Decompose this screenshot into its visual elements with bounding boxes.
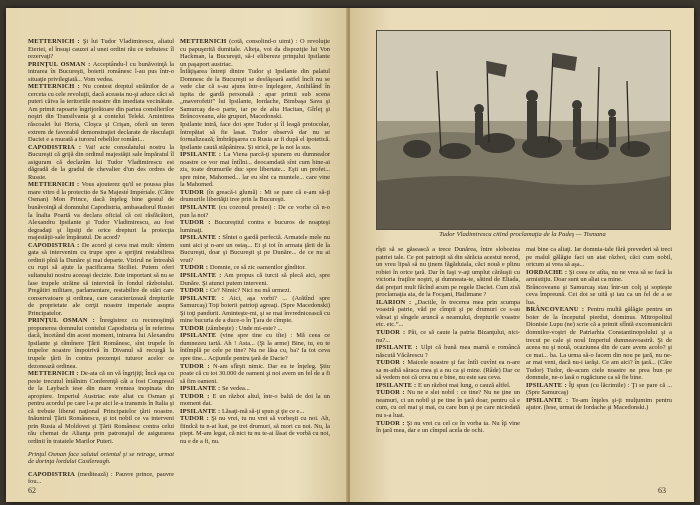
dialogue-text: (zâmbeşte) : Unde mi-este? ...	[205, 324, 283, 332]
speaker-name: TUDOR :	[180, 287, 209, 295]
speaker-name: IPSILANTE :	[180, 294, 225, 302]
dialogue-text: (în greacă-i glumă) : Mi se pare că e-am să-ţi drumurile libertăţii tree prin la Bucureşti.	[180, 188, 330, 204]
dialogue-paragraph	[526, 306, 672, 381]
speaker-name: TUDOR :	[376, 359, 405, 367]
dialogue-text: Vous ajouterez qu'il se poussa plus mare vitro d la protectio de Sa Majesté Impériale. (Către Osman) Mon Prince, dacă înţeleg bine gestul de bunăvoinţă al domnului Capodistria, ambasadorul Rusiei la înalta Poartă va declara oficial că cei răsfăcători, Alexandru Ipsilante şi Tudor Vladimirescu, au fost degradaţi şi lipsiţi de orice drepturi la protecţia majestăţii-sale împăratul. De acord?	[28, 181, 174, 242]
illustration-caption: Tudor Vladimirescu citind proclamaţia de la Padeş — Tismana	[439, 231, 606, 238]
dialogue-paragraph	[180, 38, 330, 68]
dialogue-paragraph	[28, 83, 174, 143]
dialogue-text: Ulpi că bună mea mamă e româncă născută Văcărescu ?	[376, 344, 520, 359]
speaker-name: TUDOR :	[180, 264, 209, 272]
dialogue-text: Lăsaţi-mă să-ţi spun şi ţie ce e...	[222, 407, 305, 415]
dialogue-text: Ipsilante intră, face doi spre Tudor şi îl leagă protocolar, întrepătat să fie lasat. Tudor observă dar nu se formalizează; îmbrăţişarea cu Rusia ar fi după el ipotetică. Ipsilante caută stăpânirea. Şi strică, pe la noi la sus.	[180, 121, 330, 151]
dialogue-text: Brâncoveanu şi Samurcaş stau într-un colţ şi sopteşte ceva împreună. Cei doi se uită şi iau ca un fel de a se lua.	[526, 283, 672, 306]
speaker-name: IPSILANTE	[180, 332, 217, 340]
dialogue-paragraph	[180, 151, 330, 189]
speaker-name: IPSILANTE :	[376, 344, 418, 352]
dialogue-text: E un război altul, într-o baltă de doi la un moment dat.	[180, 392, 330, 408]
dialogue-text: Ce? Nimic? Nici nu mă urmezi.	[209, 287, 292, 295]
dialogue-text: mai bine ca aliaţi. Iar domnia-tale fără prevederi să treci pe malul gălăgie faci un atat război, căci cum nobil, oricum ai vrea să aşa...	[526, 246, 672, 269]
dialogue-text: Înregistrez cu recunoştinţă propunerea domnului contelui Capodistria şi în referirea dacă, încetând din acest moment, intrarea lui Alexandru Ipsilante şi rămînere Ţării Românesc, sînt trupele în trupelor noastre împotrivă în Divanul să recurgă la trupele ţării în contra prezenţei tuturor acelor ce dezonează ordinea.	[28, 317, 174, 370]
dialogue-paragraph	[180, 68, 330, 121]
speaker-name: TUDOR	[180, 188, 205, 196]
dialogue-text: (cu cozonul presiei) : De ce vorbe că n-o pun la noi?	[180, 204, 330, 219]
speaker-name: IPSILANTE :	[526, 381, 567, 389]
dialogue-paragraph	[28, 38, 174, 61]
dialogue-text: (meditează) : Pauvre prince, pauvre fou...	[28, 470, 174, 486]
right-page	[350, 8, 694, 502]
speaker-name: CAPODISTRIA	[28, 470, 75, 478]
speaker-name: METTERNICH :	[28, 83, 80, 91]
stage-direction: Prinţul Osman face salutul oriental şi se retrage, urmat de dorinţa lordului Castlereagh.	[28, 450, 174, 466]
dialogue-paragraph	[180, 189, 330, 204]
speaker-name: IPSILANTE :	[180, 234, 221, 242]
speaker-name: TUDOR	[180, 324, 205, 332]
dialogue-paragraph	[28, 242, 174, 317]
dialogue-text: La Viena parcă-ţi spunem eu dumnealor noastre ce vor mai întîlni... deocamdată sînt cum bine-ai zis, toate drumurile duc spre libertate... Eşti un profet... spre mine, Mahomed... lar eu sînt ca muntele... care vine la Mahomed.	[180, 151, 330, 189]
speaker-name: TUDOR :	[376, 329, 406, 337]
dialogue-paragraph	[376, 246, 520, 299]
speaker-name: TUDOR :	[180, 219, 211, 227]
speaker-name: TUDOR :	[180, 362, 210, 370]
dialogue-text: Păi, ce să caute la patria Bizanţului, nici-nu?...	[376, 329, 520, 344]
dialogue-paragraph	[376, 344, 520, 359]
dialogue-paragraph	[180, 272, 330, 287]
speaker-name: TUDOR :	[376, 419, 405, 427]
dialogue-paragraph	[28, 144, 174, 182]
dialogue-text: N-am sfîrşit nimic. Dar eu te înţeleg. Ştiu poate că cu tot 30.000 de oameni şi noi avem un fel de a fi să fim oameni.	[180, 362, 330, 385]
dialogue-paragraph	[28, 317, 174, 370]
dialogue-text: Maicele noastre şi fac întîi cuvînt ea n-are sa m-aibă săraca mea şi a nu ca şi mine. (Râde) Dar ce să vedem noi că ceva nu e bine, nu este sau ceva.	[376, 359, 520, 382]
dialogue-text: Vai! acte consulatului nostru la Bucureşti că grijă din ordinul majestăţii sale împăratul îl asiguram că declarăm lui Tudor Vladimirescu est dăgradă de la gradul de chevalier d'un des ordres de Russie.	[28, 143, 175, 181]
speaker-name: PRINŢUL OSMAN :	[28, 60, 91, 68]
speaker-name: METTERNICH :	[28, 370, 79, 378]
dialogue-paragraph	[180, 393, 330, 408]
dialogue-text: De acord şi ceva mai mult: sîntem gata să intervenim cu trupe spre a sprijini restabilirea ordinii pînă la Dunăre şi mai departe. Vizirul ne întreabă cu rupi să ajute la pacificarea Siciliei. Putem oferi sultanului nostru aceeaşi decizie. Este important să nu se lase trupele străine să intervină în fondul războiului. Pregătiri militare, parlamentare, restabilire de stări care conservatoare şi ordinea, care caracterizează drepturile de proprietate ale cerţii noastre imperiale asupra Principatelor.	[28, 241, 174, 317]
dialogue-paragraph	[376, 382, 520, 390]
speaker-name: CAPODISTRIA :	[28, 241, 80, 249]
dialogue-text: E un război mai lung, o cauză altfel.	[418, 381, 511, 389]
dialogue-paragraph	[376, 359, 520, 382]
book-spread	[6, 8, 694, 502]
dialogue-paragraph	[28, 61, 174, 84]
dialogue-paragraph	[376, 389, 520, 419]
speaker-name: BRÂNCOVEANU :	[526, 306, 585, 314]
dialogue-text: Domnie, ce să zic oamenilor gînditor.	[209, 264, 306, 272]
dialogue-text: De-ata că un vă îngrijiţi; Încă aşa cu peste trecutul întâlnim Conferenţă cât a fost Congresul de la Laybach iese din mare vremea inopinata din apropiere. Imperiul Austriac este aliat cu Osman şi pentru acordul pe care l-a pe aici le-a transmis în Italia şi că trebuie liberat naţional Principatelor ţării noastre. Inăuntrul Ţării Românescu, şi tot nobil ce va interveni prin Rusia al Moldovei şi Ţării Românesc contra celui rău chemat de Alianţa prin patronajul de asigurarea ordinii în tratatele Marilor Puteri.	[28, 370, 174, 445]
dialogue-text: Şi lui Tudor Vladimirescu, aliatul Eteriei, el însuşi cauzei al unei ordini rău ce trebuiesc îl rezervaţi?	[28, 38, 174, 61]
dialogue-paragraph	[28, 471, 174, 486]
left-page	[6, 8, 348, 502]
dialogue-paragraph	[376, 420, 520, 435]
dialogue-text: Acceptându-l cu bunăvoinţă la intrarea în Bucureşti, boierii românesc l-au pus într-o situaţie privilegiată... Vom vedea.	[28, 60, 174, 83]
dialogue-paragraph	[180, 204, 330, 219]
dialogue-paragraph	[180, 295, 330, 325]
left-column-2	[180, 38, 330, 480]
dialogue-paragraph	[526, 284, 672, 307]
dialogue-text: Aici, aşa vorbi? ... (Arătînd spre Samurcaş) Toţi boierii patrioţi agreaţi. (Spre Macedonski) Şi toţi pandurii. Aminteşte-mi, şi se mai învrednicească cu mine bucuria de a duce-o în Ţara de cîmpie.	[180, 294, 330, 325]
dialogue-paragraph	[180, 325, 330, 333]
speaker-name: IPSILANTE :	[526, 396, 569, 404]
dialogue-paragraph	[180, 219, 330, 234]
dialogue-paragraph	[180, 287, 330, 295]
dialogue-text: Nu contest dreptul străinilor de a cerceta cu cele revoluţii, dacă aceasta nu-şi aduce căci să puteri căiva la teritoriile noastre din imediata vecinătate. Am primit rapoarte îngrijorătoare din partea consilierilor noştri din Transilvania şi a contelui Teleki. Amintirea răscoalei lui Horia, Cloşca şi Crişan, oferă un teren extrem de favorabil demonstraţiei declarate de răsculaţii Daciei e a murată a turorul rebelilor români...	[28, 83, 174, 144]
dialogue-text: Şi ceea ce atîta, nu ne vrea să se facă la armistiţiu. Doar sunt un aliat ca mine.	[526, 268, 672, 284]
speaker-name: IPSILANTE :	[180, 271, 222, 279]
speaker-name: IPSILANTE :	[180, 151, 222, 159]
dialogue-text: Am propus că turcii să plecă aici, spre Dunăre. Şi atunci putem interveni.	[180, 271, 330, 287]
speaker-name: IPSILANTE	[180, 204, 217, 212]
dialogue-paragraph	[376, 329, 520, 344]
speaker-name: METTERNICH :	[28, 38, 80, 45]
dialogue-paragraph	[180, 332, 330, 362]
dialogue-paragraph	[526, 382, 672, 397]
speaker-name: ILARION :	[376, 298, 412, 306]
page-number-left: 62	[28, 486, 36, 495]
dialogue-text: Te-am înţeles şi-ţi mulţumim pentru ajutor. (Iese, urmat de Iordache şi Macedonski.)	[526, 396, 673, 412]
dialogue-text: Se vedea...	[222, 385, 250, 393]
dialogue-paragraph	[376, 299, 520, 329]
right-column-1	[376, 246, 520, 482]
dialogue-paragraph	[180, 234, 330, 264]
speaker-name: IPSILANTE :	[180, 385, 221, 393]
illustration-crowd-scene	[377, 31, 670, 229]
dialogue-paragraph	[180, 121, 330, 151]
dialogue-paragraph	[28, 370, 174, 445]
dialogue-text: Îţi spun (cu lăcrimile) : Ţi se pare că ... (Spre Samurcaş)	[526, 381, 672, 397]
dialogue-text: Bucureştiul contra e bucuros de noapteşi luminaţi.	[180, 219, 330, 234]
dialogue-text: rîşti să se găsească a trece Dunărea, între sloboziea patriei tale. Ce pot patrioţii să din sărăcia acestui norod, un vreu lipsă să nu ţinem făgăduiala, căci nouă e plinu robiei în orice ţară. Dar în Iaşi v-aţi umplut cărăuşii cu victoria fraţilor noştri, şi dumneata-te, sătind de Eliada, dai preţuri mult făcînd acum pe regele Daciei. Cum zisă proclamaţia aia, de la Focşani, Hatlimane ?	[376, 246, 520, 299]
illustration-photo	[376, 30, 671, 230]
dialogue-text: Pentru multă gălăgie pentru un boier de la începutul pierdut, dominus. Mitropolitul Dionisie Lupu (ne) scrie că a primit sfîntă excomunicării domnilor-voştri de Patriarhia Constantinopolului şi a trecut pe cale şi noul Imperiul dumneavoastră. Şi de aceea nu şi nouă, ocaziunea din de care avem acolo? şi ce mai... ba. La urma să-o facem din nou pe ţară, nu ne-ar mai veni, dacă nu-i iarăşi. Ce am aici? în ţară... (Căre Tudor) Tudor, de-acum ciele noastre ne prea bun pe domnule, ne-o lasă o rugăciune ca să fie bine.	[526, 306, 672, 382]
dialogue-paragraph	[526, 246, 672, 269]
dialogue-paragraph	[180, 415, 330, 445]
dialogue-text: Sîntei o gardă perfectă. Armatele mele nu sunt aici şi n-are un ostaş... Ei şi tot în armata ţării de la Bucureşti, doar şi Bucureşti şi pe Dunăre... de ce nu ai vrut?	[180, 234, 330, 264]
speaker-name: IPSILANTE :	[180, 407, 221, 415]
dialogue-paragraph	[180, 363, 330, 386]
speaker-name: TUDOR :	[180, 392, 210, 400]
dialogue-paragraph	[526, 397, 672, 412]
dialogue-paragraph	[180, 385, 330, 393]
dialogue-text: Şi nu vrei cu cel ce în vorba ta. Nu îţi vine în ţară mea, dar e un cîmpul acela de ochi.	[376, 419, 520, 435]
dialogue-text: (cotă, consolind-o uimi) : O revoluţie cu papuşerită dumitale. Alteţa, voi da dispoziţie lui Von Hackman, la Bucureşti, să-i elibereze prinţului Ipsilante un paşaport austriac.	[180, 38, 330, 68]
dialogue-text: (vine spre tine cu tîte) : Mă ceea ce dumnezeu iartă. Ah ! Asta... (Şi la arme) Bine, tu, eu te întîmplă pe cele pe tine? Nu ne lăsa cu, ba? Ia tot ceva spre tine... Acţiunile pentru ţară de Dacie?	[180, 332, 330, 362]
dialogue-paragraph	[180, 408, 330, 416]
dialogue-paragraph	[526, 269, 672, 284]
dialogue-paragraph	[28, 181, 174, 241]
dialogue-text: Înfăţişarea întreţi dintre Tudor şi Ipsilante din palatul Domnesc de la Bucureşti se desfăşoară astfel încît nu se vede clar că s-au ajuns într-o înţelegere, Anihilând în ispita de gardă personală : apar primii sub scena „maverofetii” lui Ipsilante, Iordache, Bimbaşa Sava şi Samurcaş de-o parte, iar pe de alta Hacitan, Gîrleţ şi Brâncoveanu, alte grupuri, Macedonski.	[180, 68, 330, 121]
speaker-name: METTERNICH	[180, 38, 227, 45]
right-column-2	[526, 246, 672, 482]
left-column-1	[28, 38, 175, 486]
dialogue-text: „Daciile, în trecerea mea prin scumpa voastră patrie, văd pe cîmpii şi pe drumuri ce s-au vărsat şi sîngele aruncă a neamului, drepturile voastre etc. etc.”...	[376, 298, 520, 329]
page-number-right: 63	[658, 486, 666, 495]
speaker-name: IPSILANTE :	[376, 381, 417, 389]
dialogue-paragraph	[180, 264, 330, 272]
speaker-name: PRINŢUL OSMAN :	[28, 317, 95, 325]
dialogue-text: Şi nu vrei, tu nu vrei să vorbeşti cu noi. Ah, fiindcă tu n-ai luat, pe trei drumuri, să mori cu noi. Nu, la piept. M-am legat, că nici tu nu te-ai lăsat de vorbă cu noi, nu e de a fi, nu.	[180, 415, 330, 445]
speaker-name: IORDACHE :	[526, 268, 568, 276]
speaker-name: METTERNICH :	[28, 181, 80, 189]
dialogue-text: Nu ne e slei nobil : ce tine? Nu ne ţine un neamuri, ci un nobil şi pe tine în ţară doar, pentru că e cum, cu cel mai şi mai, cu care bun şi pe care niciodată nu s-a luat.	[376, 389, 520, 420]
speaker-name: CAPODISTRIA :	[28, 143, 82, 151]
speaker-name: TUDOR :	[376, 389, 405, 397]
speaker-name: TUDOR :	[180, 415, 209, 423]
